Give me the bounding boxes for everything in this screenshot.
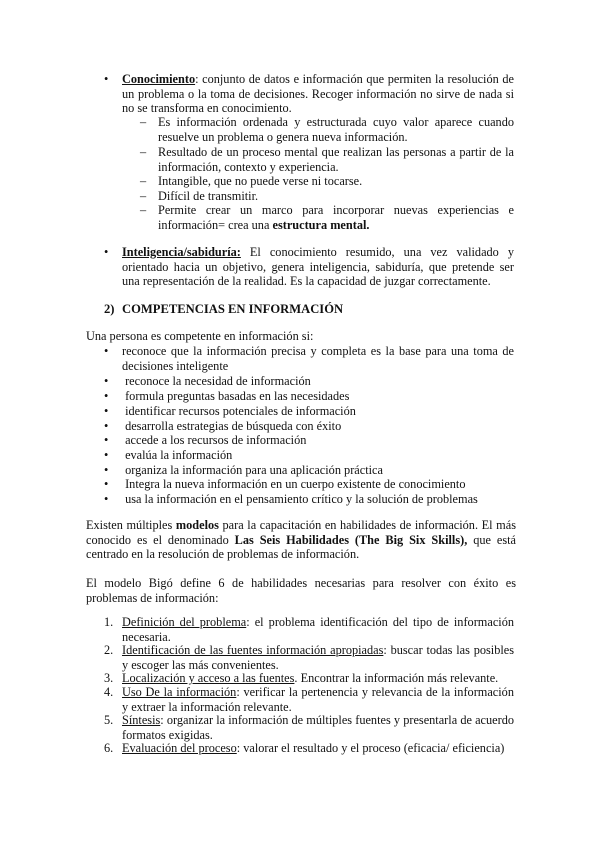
conocimiento-subitem-4: Difícil de transmitir. bbox=[158, 189, 259, 203]
bullet-dot: • bbox=[104, 374, 109, 388]
inteligencia-term: Inteligencia/sabiduría: bbox=[122, 245, 241, 259]
bullet-dot: • bbox=[104, 448, 109, 462]
dash-marker: – bbox=[140, 145, 147, 159]
competency-item: evalúa la información bbox=[122, 448, 233, 462]
competency-item: accede a los recursos de información bbox=[122, 433, 307, 447]
conocimiento-subitem-3: Intangible, que no puede verse ni tocarse. bbox=[158, 174, 363, 188]
bullet-dot: • bbox=[104, 404, 109, 418]
competency-item: desarrolla estrategias de búsqueda con éxito bbox=[122, 419, 342, 433]
bullet-dot: • bbox=[104, 433, 109, 447]
bullet-dot: • bbox=[104, 477, 109, 491]
competency-item: usa la información en el pensamiento crítico y la solución de problemas bbox=[122, 492, 478, 506]
dash-marker: – bbox=[140, 189, 147, 203]
bullet-dot: • bbox=[104, 245, 109, 259]
conocimiento-subitem-5: Permite crear un marco para incorporar nuevas experiencias e información= crea una estructura mental. bbox=[158, 203, 514, 232]
conocimiento-paragraph bbox=[122, 72, 514, 116]
skill-item-5: Síntesis: organizar la información de múltiples fuentes y presentarla de acuerdo formatos exigidas. bbox=[122, 713, 514, 742]
bullet-dot: • bbox=[104, 72, 109, 86]
conocimiento-term: Conocimiento bbox=[122, 72, 196, 86]
section-intro: Una persona es competente en información si: bbox=[86, 329, 314, 343]
conocimiento-subitem-2: Resultado de un proceso mental que realizan las personas a partir de la información, contexto y experiencia. bbox=[158, 145, 514, 174]
section-title: COMPETENCIAS EN INFORMACIÓN bbox=[122, 302, 344, 316]
modelos-emphasis: modelos bbox=[175, 518, 219, 532]
skill-item-1: Definición del problema: el problema identificación del tipo de información necesaria. bbox=[122, 615, 514, 644]
big-six-emphasis: Las Seis Habilidades (The Big Six Skills), bbox=[234, 532, 468, 547]
dash-marker: – bbox=[140, 174, 147, 188]
competency-item: identificar recursos potenciales de información bbox=[122, 404, 356, 418]
competency-item: reconoce que la información precisa y completa es la base para una toma de decisiones inteligente bbox=[122, 344, 514, 373]
list-number: 2. bbox=[104, 643, 114, 657]
list-number: 3. bbox=[104, 671, 114, 685]
skill-item-3: Localización y acceso a las fuentes. Encontrar la información más relevante. bbox=[122, 671, 499, 685]
bullet-dot: • bbox=[104, 463, 109, 477]
competency-item: reconoce la necesidad de información bbox=[122, 374, 311, 388]
list-number: 6. bbox=[104, 741, 114, 755]
bigo-paragraph: El modelo Bigó define 6 de habilidades necesarias para resolver con éxito es problemas de información: bbox=[86, 576, 516, 605]
skill-item-2: Identificación de las fuentes información apropiadas: buscar todas las posibles y escoger las más convenientes. bbox=[122, 643, 514, 672]
inteligencia-paragraph bbox=[122, 245, 514, 289]
section-number: 2) bbox=[104, 302, 115, 316]
bullet-dot: • bbox=[104, 419, 109, 433]
dash-marker: – bbox=[140, 115, 147, 129]
skill-item-6: Evaluación del proceso: valorar el resultado y el proceso (eficacia/ eficiencia) bbox=[122, 741, 505, 755]
competency-item: formula preguntas basadas en las necesidades bbox=[122, 389, 350, 403]
bullet-dot: • bbox=[104, 389, 109, 403]
modelos-paragraph: Existen múltiples modelos para la capacitación en habilidades de información. El más conocido es el denominado Las Seis Habilidades (The Big Six Skills), que está centrado en la resolución de problemas de información. bbox=[86, 518, 516, 562]
competency-item: Integra la nueva información en un cuerpo existente de conocimiento bbox=[122, 477, 466, 491]
skill-item-4: Uso De la información: verificar la pertenencia y relevancia de la información y extraer la información relevante. bbox=[122, 685, 514, 714]
conocimiento-subitem-1: Es información ordenada y estructurada cuyo valor aparece cuando resuelve un problema o genera nueva información. bbox=[158, 115, 514, 144]
dash-marker: – bbox=[140, 203, 147, 217]
list-number: 1. bbox=[104, 615, 114, 629]
inteligencia-definition: El conocimiento resumido, una vez validado y orientado hacia un objetivo, genera inteligencia, sabiduría, que pretende ser una representación de la realidad. Es la capacidad de juzgar correctamente. bbox=[122, 245, 514, 289]
bullet-dot: • bbox=[104, 344, 109, 358]
list-number: 5. bbox=[104, 713, 114, 727]
list-number: 4. bbox=[104, 685, 114, 699]
estructura-mental-emphasis: estructura mental. bbox=[272, 217, 370, 232]
conocimiento-definition: : conjunto de datos e información que permiten la resolución de un problema o la toma de decisiones. Recoger información no sirve de nada si no se transforma en conocimiento. bbox=[122, 72, 514, 116]
bullet-dot: • bbox=[104, 492, 109, 506]
competency-item: organiza la información para una aplicación práctica bbox=[122, 463, 383, 477]
